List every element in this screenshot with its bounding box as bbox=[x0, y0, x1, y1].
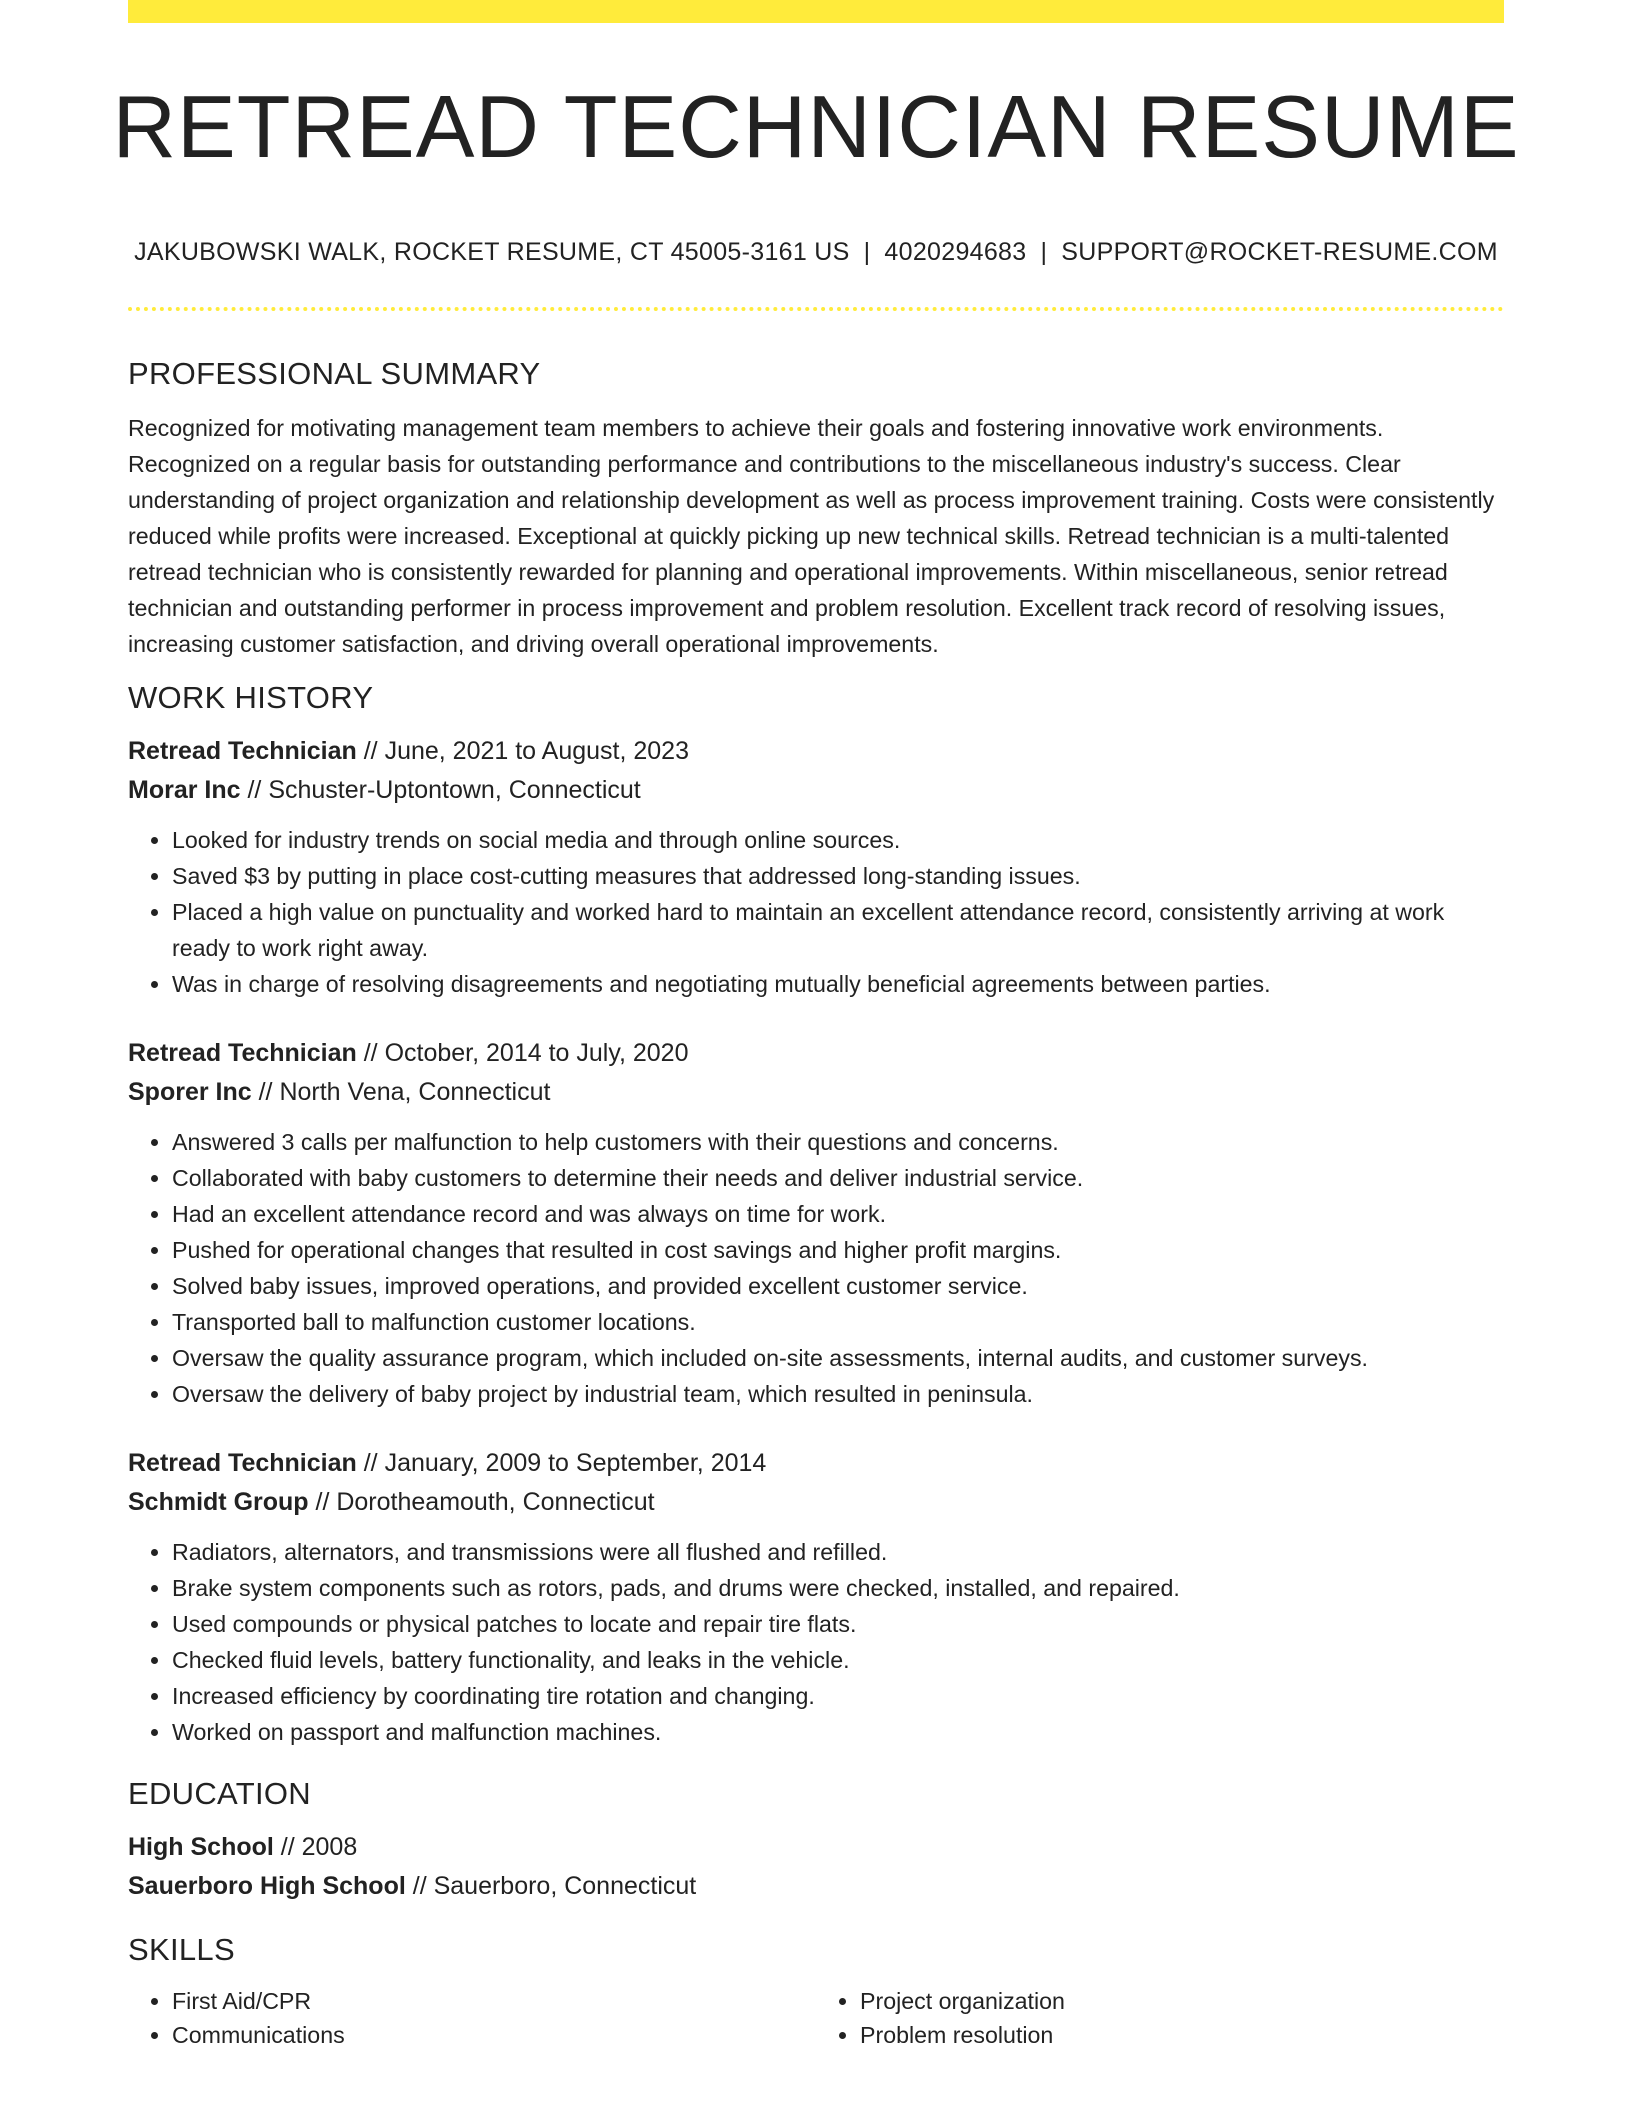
list-item: • Worked on passport and malfunction machines. bbox=[172, 1714, 1504, 1750]
summary-text: Recognized for motivating management team members to achieve their goals and fostering innovative work environments. Recognized on a regular basis for outstanding performance and contributions to the miscellaneous industry's success. Clear understanding of project organization and relationship development as well as process improvement training. Costs were consistently reduced while profits were increased. Exceptional at quickly picking up new technical skills. Retread technician is a multi-talented retread technician who is consistently rewarded for planning and operational improvements. Within miscellaneous, senior retread technician and outstanding performer in process improvement and problem resolution. Excellent track record of resolving issues, increasing customer satisfaction, and driving overall operational improvements. bbox=[128, 415, 1495, 657]
job-company-line bbox=[128, 771, 1504, 810]
list-item: • Had an excellent attendance record and was always on time for work. bbox=[172, 1196, 1504, 1232]
education-year: // 2008 bbox=[273, 1833, 358, 1861]
contact-separator: | bbox=[863, 238, 871, 266]
education-school: Sauerboro High School bbox=[128, 1872, 406, 1900]
job-bullets bbox=[128, 1124, 1504, 1412]
job-dates: // June, 2021 to August, 2023 bbox=[356, 737, 689, 765]
job-dates: // January, 2009 to September, 2014 bbox=[356, 1449, 767, 1477]
skill-item: • Communications bbox=[172, 2018, 816, 2052]
job-entry bbox=[128, 732, 1504, 1002]
education-degree: High School bbox=[128, 1833, 274, 1861]
job-dates: // October, 2014 to July, 2020 bbox=[356, 1039, 689, 1067]
skill-item: • First Aid/CPR bbox=[172, 1984, 816, 2018]
education-degree-line bbox=[128, 1828, 1504, 1867]
skills-heading: SKILLS bbox=[128, 1932, 235, 1967]
contact-phone: 4020294683 bbox=[884, 238, 1027, 266]
list-item: • Was in charge of resolving disagreements and negotiating mutually beneficial agreements between parties. bbox=[172, 966, 1504, 1002]
list-item: • Oversaw the quality assurance program, which included on-site assessments, internal audits, and customer surveys. bbox=[172, 1340, 1504, 1376]
resume-content bbox=[128, 354, 1504, 2052]
list-item: • Used compounds or physical patches to locate and repair tire flats. bbox=[172, 1606, 1504, 1642]
list-item: • Placed a high value on punctuality and worked hard to maintain an excellent attendance record, consistently arriving at work ready to work right away. bbox=[172, 894, 1504, 966]
list-item: • Checked fluid levels, battery functionality, and leaks in the vehicle. bbox=[172, 1642, 1504, 1678]
job-company-line bbox=[128, 1483, 1504, 1522]
list-item: • Radiators, alternators, and transmissions were all flushed and refilled. bbox=[172, 1534, 1504, 1570]
summary-section bbox=[128, 354, 1504, 662]
job-title-line bbox=[128, 1034, 1504, 1073]
list-item: • Increased efficiency by coordinating tire rotation and changing. bbox=[172, 1678, 1504, 1714]
list-item: • Answered 3 calls per malfunction to help customers with their questions and concerns. bbox=[172, 1124, 1504, 1160]
list-item: • Looked for industry trends on social media and through online sources. bbox=[172, 822, 1504, 858]
skills-section bbox=[128, 1930, 1504, 2052]
list-item: • Saved $3 by putting in place cost-cutting measures that addressed long-standing issues. bbox=[172, 858, 1504, 894]
list-item: • Brake system components such as rotors, pads, and drums were checked, installed, and repaired. bbox=[172, 1570, 1504, 1606]
job-company-line bbox=[128, 1073, 1504, 1112]
resume-title: RETREAD TECHNICIAN RESUME bbox=[112, 77, 1520, 176]
list-item: • Transported ball to malfunction customer locations. bbox=[172, 1304, 1504, 1340]
education-school-line bbox=[128, 1867, 1504, 1906]
skills-right-column bbox=[816, 1984, 1504, 2052]
job-title: Retread Technician bbox=[128, 737, 357, 765]
job-location: // Schuster-Uptontown, Connecticut bbox=[240, 776, 641, 804]
list-item: • Pushed for operational changes that resulted in cost savings and higher profit margins. bbox=[172, 1232, 1504, 1268]
list-item: • Collaborated with baby customers to determine their needs and deliver industrial service. bbox=[172, 1160, 1504, 1196]
job-location: // North Vena, Connecticut bbox=[251, 1078, 551, 1106]
skill-item: • Problem resolution bbox=[860, 2018, 1504, 2052]
education-location: // Sauerboro, Connecticut bbox=[405, 1872, 697, 1900]
list-item: • Solved baby issues, improved operations, and provided excellent customer service. bbox=[172, 1268, 1504, 1304]
list-item: • Oversaw the delivery of baby project by industrial team, which resulted in peninsula. bbox=[172, 1376, 1504, 1412]
work-history-section bbox=[128, 678, 1504, 1750]
job-title-line bbox=[128, 1444, 1504, 1483]
job-title: Retread Technician bbox=[128, 1039, 357, 1067]
contact-line bbox=[0, 238, 1632, 267]
skills-left-column bbox=[128, 1984, 816, 2052]
job-company: Schmidt Group bbox=[128, 1488, 309, 1516]
job-entry bbox=[128, 1444, 1504, 1750]
skills-columns bbox=[128, 1984, 1504, 2052]
job-entry bbox=[128, 1034, 1504, 1412]
job-company: Sporer Inc bbox=[128, 1078, 252, 1106]
contact-email: SUPPORT@ROCKET-RESUME.COM bbox=[1061, 238, 1498, 266]
job-title-line bbox=[128, 732, 1504, 771]
work-history-heading: WORK HISTORY bbox=[128, 680, 374, 715]
skill-item: • Project organization bbox=[860, 1984, 1504, 2018]
job-bullets bbox=[128, 1534, 1504, 1750]
job-bullets bbox=[128, 822, 1504, 1002]
education-section bbox=[128, 1774, 1504, 1906]
education-heading: EDUCATION bbox=[128, 1776, 311, 1811]
job-title: Retread Technician bbox=[128, 1449, 357, 1477]
job-location: // Dorotheamouth, Connecticut bbox=[308, 1488, 655, 1516]
dotted-divider bbox=[128, 307, 1504, 311]
education-entry bbox=[128, 1828, 1504, 1906]
top-accent-bar bbox=[128, 0, 1504, 23]
summary-heading: PROFESSIONAL SUMMARY bbox=[128, 356, 541, 391]
contact-address: JAKUBOWSKI WALK, ROCKET RESUME, CT 45005-3161 US bbox=[134, 238, 850, 266]
contact-separator: | bbox=[1040, 238, 1048, 266]
job-company: Morar Inc bbox=[128, 776, 241, 804]
